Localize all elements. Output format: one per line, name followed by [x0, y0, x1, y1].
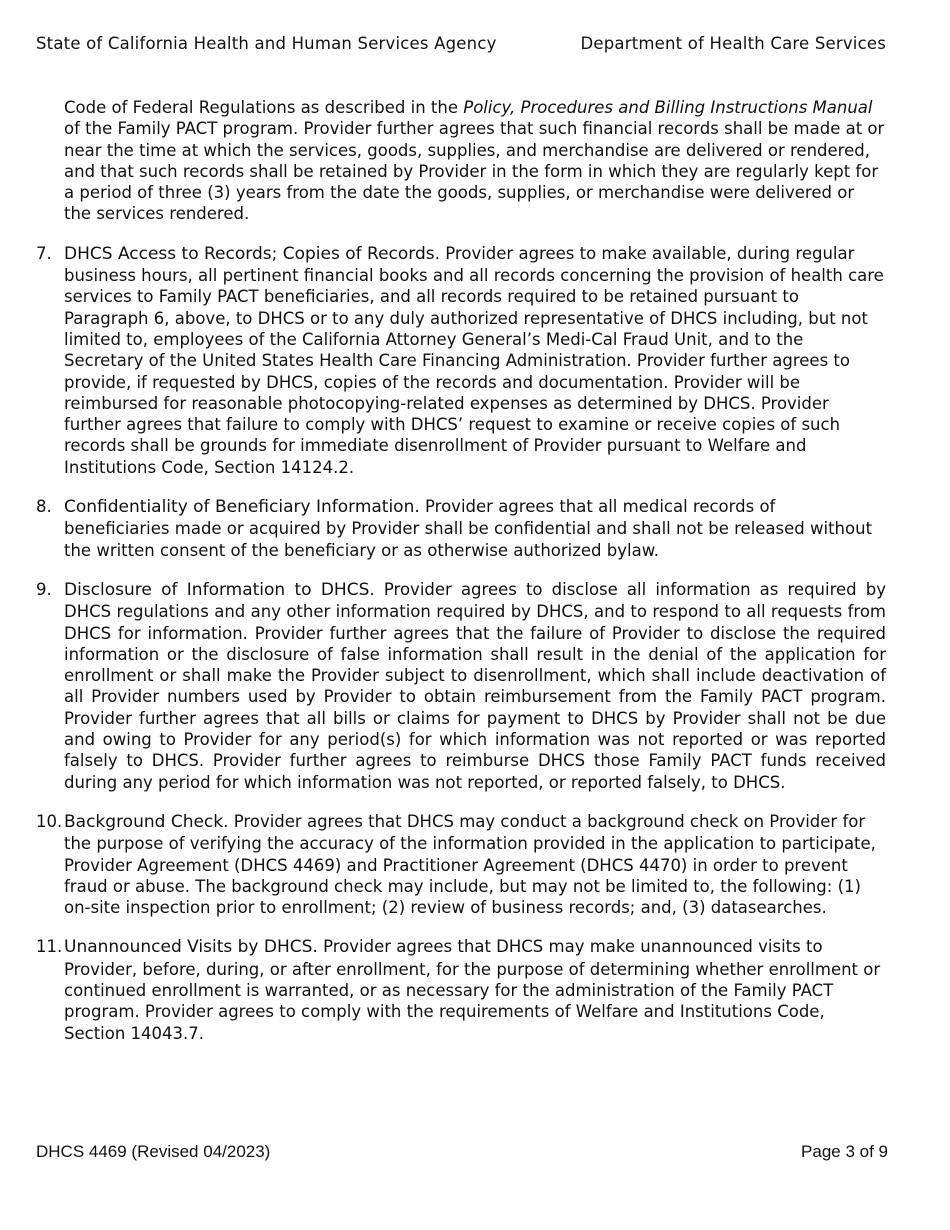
footer-form-id: DHCS 4469 (Revised 04/2023): [36, 1142, 271, 1161]
header-department: Department of Health Care Services: [580, 34, 886, 53]
item-body: Provider agrees that all medical records of beneficiaries made or acquired by Provider shall be confidential and shall not be released without the written consent of the beneficiary or as otherwise authorized bylaw.: [64, 497, 873, 560]
item-11: [36, 936, 886, 1043]
item-7: [36, 243, 886, 478]
intro-text-a: Code of Federal Regulations as described in the: [64, 98, 464, 117]
item-heading: Unannounced Visits by DHCS.: [64, 937, 318, 958]
intro-text-b: of the Family PACT program. Provider further agrees that such financial records shall be made at or near the time at which the services, goods, supplies, and merchandise are delivered or rendered, and that such records shall be retained by Provider in the form in which they are regularly kept for a period of three (3) years from the date the goods, supplies, or merchandise were delivered or the services rendered.: [64, 119, 885, 224]
item-heading: Background Check.: [64, 811, 229, 832]
document-body: [36, 97, 886, 1044]
item-number: 9.: [36, 579, 52, 599]
item-heading: Disclosure of Information to DHCS.: [64, 579, 375, 600]
header-agency: State of California Health and Human Services Agency: [36, 34, 497, 53]
item-number: 11.: [36, 937, 63, 957]
item-body: Provider agrees that DHCS may conduct a background check on Provider for the purpose of verifying the accuracy of the information provided in the application to participate, Provider Agreement (DHCS 4469) and Practitioner Agreement (DHCS 4470) in order to prevent fraud or abuse. The background check may include, but may not be limited to, the following: (1) on-site inspection prior to enrollment; (2) review of business records; and, (3) datasearches.: [64, 811, 876, 918]
item-number: 7.: [36, 243, 52, 263]
item-number: 8.: [36, 497, 52, 517]
item-10: [36, 811, 886, 918]
intro-manual-title: Policy, Procedures and Billing Instructions Manual: [463, 98, 873, 117]
item-heading: Confidentiality of Beneficiary Information.: [64, 497, 420, 518]
item-body: Provider agrees to disclose all information as required by DHCS regulations and any other information required by DHCS, and to respond to all requests from DHCS for information. Provider further agrees that the failure of Provider to disclose the required information or the disclosure of false information shall result in the denial of the application for enrollment or shall make the Provider subject to disenrollment, which shall include deactivation of all Provider numbers used by Provider to obtain reimbursement from the Family PACT program. Provider further agrees that all bills or claims for payment to DHCS by Provider shall not be due and owing to Provider for any period(s) for which information was not reported or was reported falsely to DHCS. Provider further agrees to reimburse DHCS those Family PACT funds received during any period for which information was not reported, or reported falsely, to DHCS.: [64, 579, 886, 792]
item-9: [36, 579, 886, 793]
item-number: 10.: [36, 811, 63, 831]
item-8: [36, 496, 886, 561]
intro-paragraph: [64, 97, 886, 225]
item-body: Provider agrees that DHCS may make unannounced visits to Provider, before, during, or after enrollment, for the purpose of determining whether enrollment or continued enrollment is warranted, or as necessary for the administration of the Family PACT program. Provider agrees to comply with the requirements of Welfare and Institutions Code, Section 14043.7.: [64, 937, 881, 1043]
item-heading: DHCS Access to Records; Copies of Records.: [64, 243, 441, 264]
footer-page-number: Page 3 of 9: [801, 1142, 888, 1161]
item-body: Provider agrees to make available, during regular business hours, all pertinent financial books and all records concerning the provision of health care services to Family PACT beneficiaries, and all records required to be retained pursuant to Paragraph 6, above, to DHCS or to any duly authorized representative of DHCS including, but not limited to, employees of the California Attorney General’s Medi-Cal Fraud Unit, and to the Secretary of the United States Health Care Financing Administration. Provider further agrees to provide, if requested by DHCS, copies of the records and documentation. Provider will be reimbursed for reasonable photocopying-related expenses as determined by DHCS. Provider further agrees that failure to comply with DHCS’ request to examine or receive copies of such records shall be grounds for immediate disenrollment of Provider pursuant to Welfare and Institutions Code, Section 14124.2.: [64, 243, 884, 477]
